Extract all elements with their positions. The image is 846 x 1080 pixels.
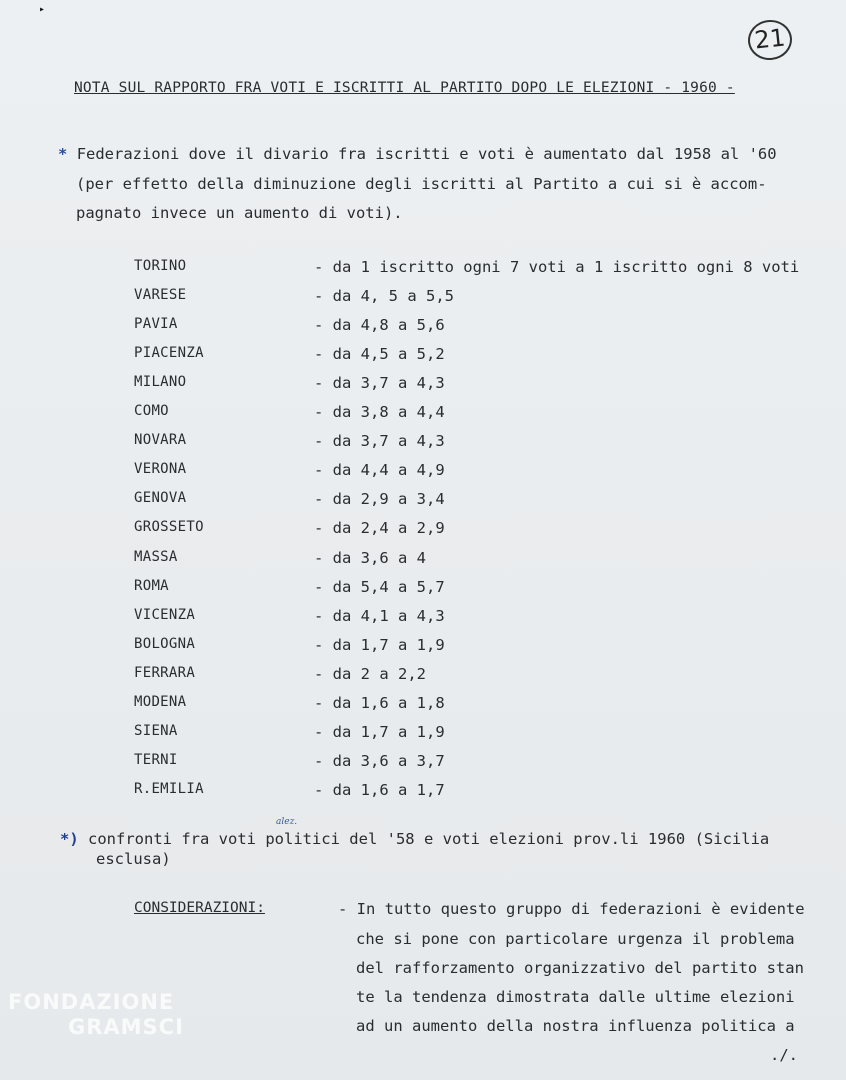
considerations-line: del rafforzamento organizzativo del partito stan: [356, 959, 804, 977]
table-row: [0, 461, 846, 490]
considerations-line: che si pone con particolare urgenza il problema: [356, 930, 795, 948]
federation-name: TORINO: [134, 258, 187, 274]
table-row: [0, 694, 846, 723]
federation-ratio: - da 1,7 a 1,9: [314, 635, 445, 654]
table-row: [0, 258, 846, 287]
federation-name: FERRARA: [134, 664, 196, 681]
table-row: [0, 752, 846, 781]
federation-ratio: - da 2,4 a 2,9: [314, 519, 445, 538]
federation-name: ROMA: [134, 577, 169, 594]
punch-mark: ▸: [39, 4, 46, 15]
table-row: [0, 665, 846, 694]
federation-ratio: - da 4,8 a 5,6: [314, 316, 445, 335]
federation-name: NOVARA: [134, 432, 187, 449]
federation-name: GROSSETO: [134, 519, 204, 536]
table-row: [0, 781, 846, 810]
federation-ratio: - da 1,7 a 1,9: [314, 722, 445, 741]
federation-name: PAVIA: [134, 316, 178, 333]
table-row: [0, 607, 846, 636]
federation-name: GENOVA: [134, 490, 187, 507]
federation-ratio: - da 2 a 2,2: [314, 664, 426, 683]
federation-ratio: - da 1,6 a 1,7: [314, 780, 445, 799]
table-row: [0, 723, 846, 752]
federation-ratio: - da 3,6 a 4: [314, 548, 426, 567]
federation-name: R.EMILIA: [134, 780, 204, 797]
federation-ratio: - da 5,4 a 5,7: [314, 577, 445, 596]
page-number: 21: [746, 18, 794, 62]
intro-paragraph-line-1: * Federazioni dove il divario fra iscritti e voti è aumentato dal 1958 al '60: [58, 145, 777, 163]
federation-ratio: - da 4,1 a 4,3: [314, 606, 445, 625]
considerations-line: ad un aumento della nostra influenza politica a: [356, 1017, 795, 1035]
federation-name: MODENA: [134, 693, 187, 710]
asterisk-marker: *: [58, 145, 68, 163]
federation-name: VARESE: [134, 287, 187, 304]
federation-name: COMO: [134, 403, 169, 420]
federation-name: VERONA: [134, 461, 187, 478]
federation-ratio: - da 3,7 a 4,3: [314, 374, 445, 393]
federation-ratio: - da 4, 5 a 5,5: [314, 287, 454, 306]
federation-ratio: - da 3,7 a 4,3: [314, 432, 445, 451]
table-row: [0, 490, 846, 519]
federation-ratio: - da 3,6 a 3,7: [314, 751, 445, 770]
intro-paragraph-line-3: pagnato invece un aumento di voti).: [76, 204, 403, 222]
table-row: [0, 345, 846, 374]
considerations-line: te la tendenza dimostrata dalle ultime elezioni: [356, 988, 795, 1006]
considerations-heading: CONSIDERAZIONI:: [134, 900, 265, 916]
table-row: [0, 636, 846, 665]
page-title: NOTA SUL RAPPORTO FRA VOTI E ISCRITTI AL PARTITO DOPO LE ELEZIONI - 1960 -: [74, 80, 735, 96]
note-line-1: *) confronti fra voti politici del '58 e voti elezioni prov.li 1960 (Sicilia: [60, 830, 770, 848]
table-row: [0, 374, 846, 403]
note-line-2: esclusa): [96, 850, 171, 868]
table-row: [0, 519, 846, 548]
table-row: [0, 403, 846, 432]
federation-ratio: - da 1 iscritto ogni 7 voti a 1 iscritto ogni 8 voti: [314, 258, 800, 276]
federation-ratio: - da 1,6 a 1,8: [314, 693, 445, 712]
watermark-logo: FONDAZIONE GRAMSCI: [8, 990, 184, 1039]
federation-ratio: - da 4,4 a 4,9: [314, 461, 445, 480]
federation-ratio: - da 2,9 a 3,4: [314, 490, 445, 509]
intro-paragraph-line-2: (per effetto della diminuzione degli iscritti al Partito a cui si è accom-: [76, 175, 767, 193]
table-row: [0, 549, 846, 578]
federation-name: VICENZA: [134, 606, 196, 623]
note-marker: *): [60, 830, 79, 848]
table-row: [0, 432, 846, 461]
federation-name: SIENA: [134, 722, 178, 739]
federation-ratio: - da 4,5 a 5,2: [314, 345, 445, 364]
table-row: [0, 316, 846, 345]
table-row: [0, 578, 846, 607]
federation-ratio: - da 3,8 a 4,4: [314, 403, 445, 422]
handwritten-annotation: alez.: [276, 817, 298, 827]
considerations-line: - In tutto questo gruppo di federazioni è evidente: [338, 900, 805, 918]
federation-name: MASSA: [134, 548, 178, 565]
federation-name: PIACENZA: [134, 345, 204, 362]
federation-name: MILANO: [134, 374, 187, 391]
federation-name: BOLOGNA: [134, 635, 196, 652]
federation-name: TERNI: [134, 751, 178, 768]
continuation-mark: ./.: [770, 1046, 798, 1064]
table-row: [0, 287, 846, 316]
